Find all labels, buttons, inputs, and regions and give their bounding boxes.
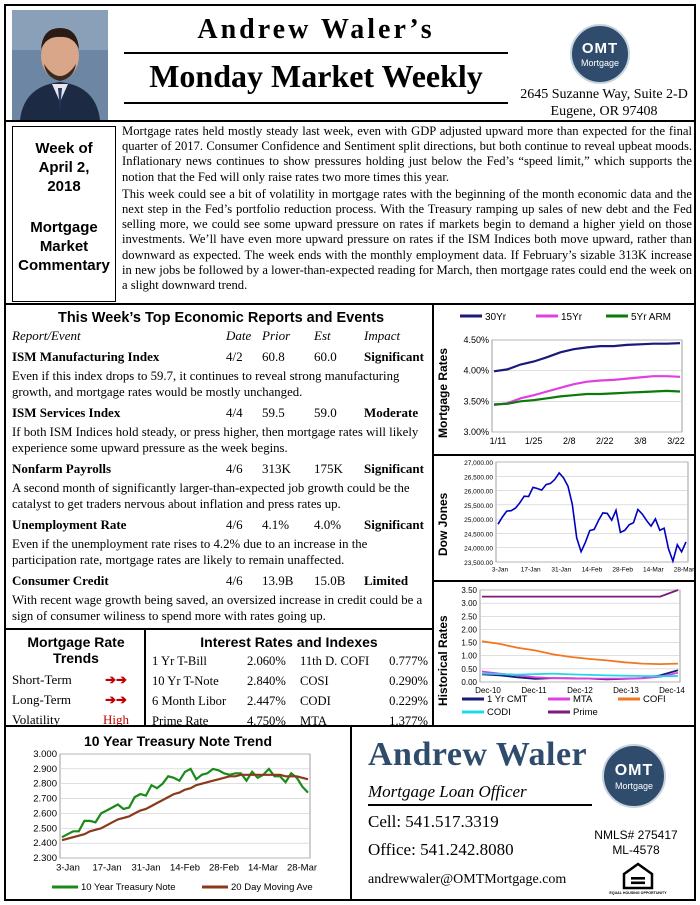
svg-text:EQUAL HOUSING OPPORTUNITY: EQUAL HOUSING OPPORTUNITY xyxy=(609,891,667,895)
y-tick-label: 3.000 xyxy=(33,749,57,760)
plot-area xyxy=(492,340,682,432)
y-tick-label: 26,000.00 xyxy=(464,488,493,496)
title-rule-top xyxy=(124,52,508,54)
y-tick-label: 2.900 xyxy=(33,763,57,775)
event-description: If both ISM Indices hold steady, or press higher, then mortgage rates will likely experience some upward pressure as the week begins. xyxy=(12,425,419,455)
plot-area xyxy=(60,754,310,858)
plot-area xyxy=(480,590,680,682)
legend-label: MTA xyxy=(573,694,593,705)
y-tick-label: 4.00% xyxy=(463,365,489,376)
x-tick-label: 14-Mar xyxy=(247,862,279,874)
y-tick-label: 1.00 xyxy=(461,651,477,661)
event-description: With recent wage growth being saved, an oversized increase in credit could be a sign of consumer wiliness to spend more with rates going up. xyxy=(12,593,423,623)
y-tick-label: 23,500.00 xyxy=(464,560,493,567)
flyer-page: Andrew Waler’s Monday Market Weekly OMT Mortgage 2645 Suzanne Way, Suite 2-D Eugene, OR 97408 Week of April 2, 2018 Mortgage Market Commentary Mortgage rates held mostly steady last week, even with GDP adjusted upward more than expected for the final quarter of 2017. Consumer Confidence and Sentiment split directions, but both continue to reveal upbeat moods. Inflationary news continues to show pressures holding just below the Fed’s “speed limit,” which supports the notion that the Fed will only raise rates two more times this year. This week could see a bit of volatility in mortgage rates with the beginning of the month economic data and the next step in the Fed’s portfolio reduction process. With the Treasury ramping up sales of new debt and the Fed selling more, we could see some upward pressure on rates if markets begin to demand a higher yield on those investments. We’ll have even more upward pressure on rates if the ISM Indices both move upward, rather than downward as expected. The week ends with the monthly employment data. If February’s sizable 313K increase in new jobs be followed by a lower-than-expected reading for March, then mortgage rates could end the week on a slight downward trend. This Week’s Top Economic Reports and Events Report/Event Date Prior Est Impact ISM Manufacturing Index 4/2 60.8 60.0 Significant Even if this index drops to 59.7, it continues to reveal strong manufacturing growth, and mortgage rates would be mostly unchanged. ISM Services Index 4/4 59.5 59.0 Moderate If both ISM Indices hold steady, or press higher, then mortgage rates will likely experience some upward pressure as the week begins. Nonfarm Payrolls 4/6 313K 175K Significant A second month of significantly larger-than-expected job growth could be the catalyst to get traders nervous about inflation and press rates up. Unemployment Rate 4/6 4.1% 4.0% Significant Even if the unemployment rate rises to 4.2% due to an increase in the participation rate, mortgage rates are likely to remain unaffected. Consumer Credit 4/6 13.9B 15.0B Limited With recent wage growth being saved, an oversized increase in credit could be a sign of consumer wiliness to spend more with rates going up. Mortgage Rate Trends Short-Term ➔➔ Long-Term ➔➔ Volatility High Interest Rates and Indexes 1 Yr T-Bill 2.060% 11th D. COFI 0.777% 10 Yr T-Note 2.840% COSI 0.290% 6 Month Libor 2.447% CODI 0.229% Prime Rate 4.750% MTA 1.377% Mortgage Rates 30Yr 15Yr 5Yr ARM 4.50% 4.00% 3.50% 3.00% 1/11 1/25 2/8 2/22 3/8 3/22 Dow Jones 27,000.00 26,500.00 26,000.00 25,500.00 25,000.00 24,500.00 24,000.00 23,500.00 3-Jan 17-Jan 31-Jan 14-Feb 28-Feb 14-Mar 28-Mar Historical Rates 3.50 3.00 2.50 2.00 1.50 1.00 0.50 0.00 Dec-10 Dec-11 Dec-12 Dec-13 Dec-14 1 Yr CMT MTA COFI CODI Prime 10 Year Treasury Note Trend 3.000 2.900 2.800 2.700 2.600 2.500 2.400 2.300 3-Jan 17-Jan 31-Jan 14-Feb 28-Feb 14-Mar 28-Mar 10 Year Treasury Note 20 Day Moving Ave Andrew Waler Mortgage Loan Officer Cell: 541.517.3319 Office: 541.242.8080 andrewwaler@OMTMortgage.com OMT Mortgage NMLS# 275417 ML-4578 EQUAL HOUSING OPPORTUNITY xyxy=(4,4,696,901)
agent-role: Mortgage Loan Officer xyxy=(368,782,527,801)
y-tick-label: 2.500 xyxy=(33,823,57,835)
legend-label: COFI xyxy=(643,694,666,705)
treasury-chart-title: 10 Year Treasury Note Trend xyxy=(83,733,273,749)
y-tick-label: 2.600 xyxy=(33,808,57,820)
x-tick-label: 28-Feb xyxy=(612,566,633,574)
x-tick-label: Dec-10 xyxy=(475,686,501,695)
legend-label: 5Yr ARM xyxy=(631,312,672,323)
dow-jones-chart xyxy=(452,458,695,578)
y-tick-label: 3.00% xyxy=(463,427,489,437)
x-tick-label: 28-Mar xyxy=(286,862,318,874)
x-tick-label: 14-Feb xyxy=(581,566,603,574)
legend-label: Prime xyxy=(573,707,598,718)
omt-logo: OMT Mortgage xyxy=(602,744,666,808)
email-link[interactable]: andrewwaler@OMTMortgage.com xyxy=(368,872,567,887)
x-tick-label: Dec-11 xyxy=(521,686,547,695)
y-tick-label: 25,000.00 xyxy=(464,517,493,525)
legend-label: 10 Year Treasury Note xyxy=(81,882,176,893)
trend-arrow-icon: ➔➔ xyxy=(105,672,127,687)
x-tick-label: 31-Jan xyxy=(551,566,572,574)
x-tick-label: 28-Mar xyxy=(673,566,695,574)
y-tick-label: 0.50 xyxy=(461,664,477,674)
title-rule-bottom xyxy=(124,102,508,104)
column-divider xyxy=(350,725,352,899)
historical-rates-chart xyxy=(452,584,692,724)
week-box: Week of April 2, 2018 Mortgage Market Commentary xyxy=(12,126,116,302)
x-tick-label: 1/25 xyxy=(524,436,543,446)
y-tick-label: 3.00 xyxy=(461,599,477,609)
card-rule xyxy=(368,804,592,806)
chart-ylabel: Historical Rates xyxy=(436,615,450,706)
events-title: This Week’s Top Economic Reports and Events xyxy=(57,310,385,326)
y-tick-label: 26,500.00 xyxy=(464,474,493,482)
y-tick-label: 27,000.00 xyxy=(464,460,493,467)
y-tick-label: 4.50% xyxy=(463,335,489,345)
rates-title: Interest Rates and Indexes xyxy=(200,634,378,650)
divider xyxy=(6,120,694,122)
x-tick-label: 17-Jan xyxy=(92,862,122,874)
x-tick-label: 3/8 xyxy=(634,436,647,446)
treasury-note-chart xyxy=(12,750,344,898)
cell-phone[interactable]: Cell: 541.517.3319 xyxy=(368,812,499,831)
mortgage-rates-chart xyxy=(452,306,692,452)
legend-label: 30Yr xyxy=(485,312,507,323)
legend-label: 15Yr xyxy=(561,312,583,323)
divider xyxy=(432,580,694,582)
equal-housing-icon xyxy=(609,862,667,898)
agent-name: Andrew Waler xyxy=(368,736,588,773)
y-tick-label: 2.00 xyxy=(461,625,477,635)
legend-label: 20 Day Moving Ave xyxy=(231,882,313,893)
y-tick-label: 1.50 xyxy=(461,638,477,648)
column-divider xyxy=(432,303,434,725)
x-tick-label: Dec-12 xyxy=(567,686,593,695)
column-divider xyxy=(144,628,146,725)
event-description: Even if this index drops to 59.7, it continues to reveal strong manufacturing growth, and mortgage rates would be mostly unchanged. xyxy=(12,369,400,399)
chart-ylabel: Mortgage Rates xyxy=(436,347,450,438)
x-tick-label: 14-Mar xyxy=(643,566,664,574)
x-tick-label: 2/22 xyxy=(596,436,614,446)
x-tick-label: 3-Jan xyxy=(491,566,509,574)
x-tick-label: Dec-14 xyxy=(659,686,685,695)
y-tick-label: 2.700 xyxy=(33,793,57,805)
office-address: 2645 Suzanne Way, Suite 2-D Eugene, OR 97408 xyxy=(520,87,688,119)
divider xyxy=(6,628,432,630)
x-tick-label: 31-Jan xyxy=(131,862,161,874)
x-tick-label: 14-Feb xyxy=(169,862,201,874)
y-tick-label: 0.00 xyxy=(461,678,477,687)
y-tick-label: 2.50 xyxy=(461,612,477,622)
x-tick-label: 28-Feb xyxy=(208,862,240,874)
x-tick-label: Dec-13 xyxy=(613,686,639,695)
event-description: Even if the unemployment rate rises to 4.2% due to an increase in the participation rate, mortgage rates are likely to remain unaffected. xyxy=(12,537,368,567)
y-tick-label: 25,500.00 xyxy=(464,502,493,510)
y-tick-label: 24,500.00 xyxy=(464,531,493,539)
y-tick-label: 3.50% xyxy=(463,396,489,407)
event-description: A second month of significantly larger-than-expected job growth could be the catalyst to get traders nervous about inflation and press rates up. xyxy=(12,481,410,511)
x-tick-label: 3/22 xyxy=(667,436,685,446)
chart-ylabel: Dow Jones xyxy=(436,492,450,556)
legend-label: 1 Yr CMT xyxy=(487,694,528,705)
newsletter-title: Monday Market Weekly xyxy=(149,58,483,94)
y-tick-label: 2.400 xyxy=(33,838,57,850)
rate-trends-title: Mortgage Rate Trends xyxy=(27,634,125,666)
y-tick-label: 2.800 xyxy=(33,778,57,790)
divider xyxy=(432,454,694,456)
newsletter-owner: Andrew Waler’s xyxy=(197,14,435,45)
office-phone[interactable]: Office: 541.242.8080 xyxy=(368,840,514,859)
x-tick-label: 3-Jan xyxy=(56,862,80,874)
legend-label: CODI xyxy=(487,707,511,718)
omt-logo: OMT Mortgage xyxy=(570,24,630,84)
plot-area xyxy=(496,462,688,562)
y-tick-label: 24,000.00 xyxy=(464,545,493,553)
license-numbers: NMLS# 275417 ML-4578 xyxy=(594,828,678,857)
x-tick-label: 17-Jan xyxy=(520,566,541,574)
trend-arrow-icon: ➔➔ xyxy=(105,692,127,707)
market-commentary: Mortgage rates held mostly steady last week, even with GDP adjusted upward more than expected for the final quarter of 2017. Consumer Confidence and Sentiment split directions, but both continue to reveal upbeat moods. Inflationary news continues to show pressures holding just below the Fed’s “speed limit,” which supports the notion that the Fed will only raise rates two more times this year. This week could see a bit of volatility in mortgage rates with the beginning of the month economic data and the next step in the Fed’s portfolio reduction process. With the Treasury ramping up sales of new debt and the Fed selling more, we could see some upward pressure on rates if markets begin to demand a higher yield on those investments. We’ll have even more upward pressure on rates if the ISM Indices both move upward, rather than downward as expected. The week ends with the monthly employment data. If February’s sizable 313K increase in new jobs be followed by a lower-than-expected reading for March, then mortgage rates could end the week on a slight downward trend. xyxy=(122,124,692,293)
x-tick-label: 1/11 xyxy=(489,436,507,446)
divider xyxy=(6,303,694,305)
y-tick-label: 2.300 xyxy=(33,853,57,864)
equal-housing-logo xyxy=(609,862,667,898)
y-tick-label: 3.50 xyxy=(461,586,477,595)
agent-photo xyxy=(12,10,108,120)
x-tick-label: 2/8 xyxy=(562,436,576,446)
